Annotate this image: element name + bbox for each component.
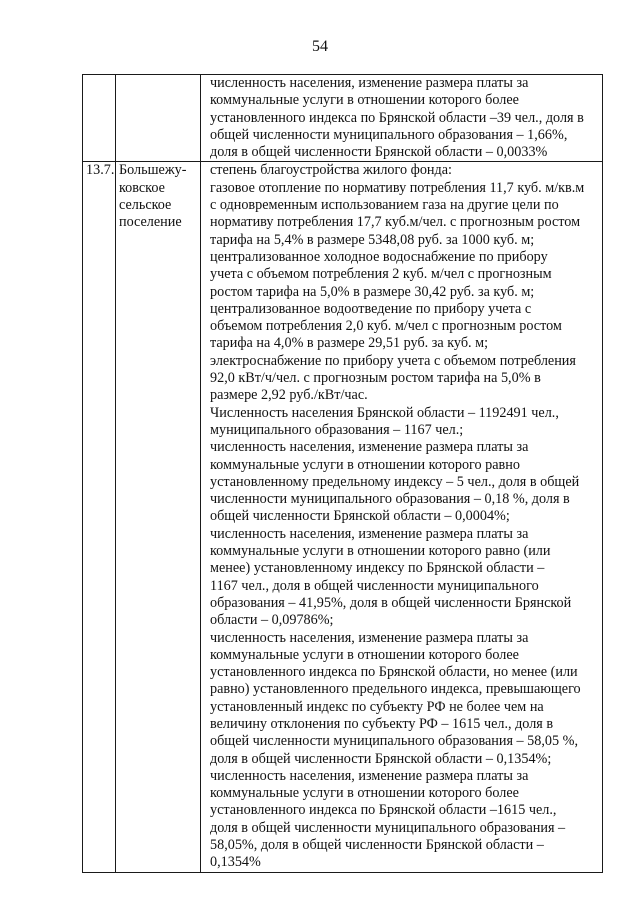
text-line: степень благоустройства жилого фонда: [210,162,452,179]
description-cell [201,75,603,162]
text-line: установленного индекса по Брянской области, но менее (или [210,664,578,681]
text-line: коммунальные услуги в отношении которого более [210,646,519,663]
text-line: 1167 чел., доля в общей численности муниципального [210,577,539,594]
text-line: Численность населения Брянской области – 1192491 чел., [210,404,559,421]
text-line: коммунальные услуги в отношении которого более [210,785,519,802]
text-line: численность населения, изменение размера платы за [210,439,529,456]
municipality-name-cell [116,162,201,872]
text-line: численность населения, изменение размера платы за [210,629,529,646]
row-number-cell: 13.7. [83,162,116,872]
text-line: размере 2,92 руб./кВт/час. [210,387,368,404]
text-line: равно) установленного предельного индекса, превышающего [210,681,581,698]
text-line: установленного индекса по Брянской области –1615 чел., [210,802,557,819]
municipality-name-line: ковское [119,179,165,196]
description-cell [201,162,603,872]
text-line: коммунальные услуги в отношении которого равно [210,456,520,473]
municipality-name-cell [116,75,201,162]
text-line: объемом потребления 2,0 куб. м/чел с прогнозным ростом [210,318,562,335]
municipality-name-line: поселение [119,214,182,231]
tariff-table [82,74,603,873]
text-line: 58,05%, доля в общей численности Брянской области – [210,837,544,854]
text-line: численность населения, изменение размера платы за [210,767,529,784]
row-number-cell [83,75,116,162]
text-line: централизованное водоотведение по прибору учета с [210,300,532,317]
municipality-name-line: Большежу- [119,162,187,179]
table-row-continuation [83,75,603,162]
text-line: численность населения, изменение размера платы за [210,525,529,542]
text-line: коммунальные услуги в отношении которого более [210,92,519,109]
text-line: общей численности Брянской области – 0,0004%; [210,508,510,525]
text-line: доля в общей численности Брянской области – 0,1354%; [210,750,552,767]
table-row-13-7 [83,162,603,872]
text-line: установленному предельному индексу – 5 чел., доля в общей [210,473,580,490]
text-line: электроснабжение по прибору учета с объемом потребления [210,352,576,369]
page-number: 54 [312,38,328,55]
text-line: образования – 41,95%, доля в общей численности Брянской [210,594,572,611]
text-line: тарифа на 4,0% в размере 29,51 руб. за куб. м; [210,335,489,352]
text-line: общей численности муниципального образования – 1,66%, [210,126,568,143]
text-line: численность населения, изменение размера платы за [210,75,529,91]
text-line: общей численности муниципального образования – 58,05 %, [210,733,579,750]
text-line: величину отклонения по субъекту РФ – 1615 чел., доля в [210,715,554,732]
text-line: ростом тарифа на 5,0% в размере 30,42 руб. за куб. м; [210,283,535,300]
text-line: менее) установленному индексу по Брянской области – [210,560,545,577]
text-line: муниципального образования – 1167 чел.; [210,421,464,438]
municipality-name-line: сельское [119,197,172,214]
text-line: 0,1354% [210,854,261,871]
text-line: газовое отопление по нормативу потребления 11,7 куб. м/кв.м [210,179,585,196]
text-line: коммунальные услуги в отношении которого равно (или [210,543,551,560]
text-line: установленный индекс по субъекту РФ не более чем на [210,698,544,715]
text-line: области – 0,09786%; [210,612,334,629]
text-line: доля в общей численности муниципального образования – [210,819,566,836]
text-line: доля в общей численности Брянской области – 0,0033% [210,144,548,161]
text-line: численности муниципального образования – 0,18 %, доля в [210,491,570,508]
text-line: нормативу потребления 17,7 куб.м/чел. с прогнозным ростом [210,214,581,231]
text-line: с одновременным использованием газа на другие цели по [210,197,559,214]
text-line: учета с объемом потребления 2 куб. м/чел с прогнозным [210,266,552,283]
text-line: 92,0 кВт/ч/чел. с прогнозным ростом тарифа на 5,0% в [210,370,541,387]
text-line: централизованное холодное водоснабжение по прибору [210,248,548,265]
text-line: тарифа на 5,4% в размере 5348,08 руб. за 1000 куб. м; [210,231,535,248]
text-line: установленного индекса по Брянской области –39 чел., доля в [210,109,584,126]
